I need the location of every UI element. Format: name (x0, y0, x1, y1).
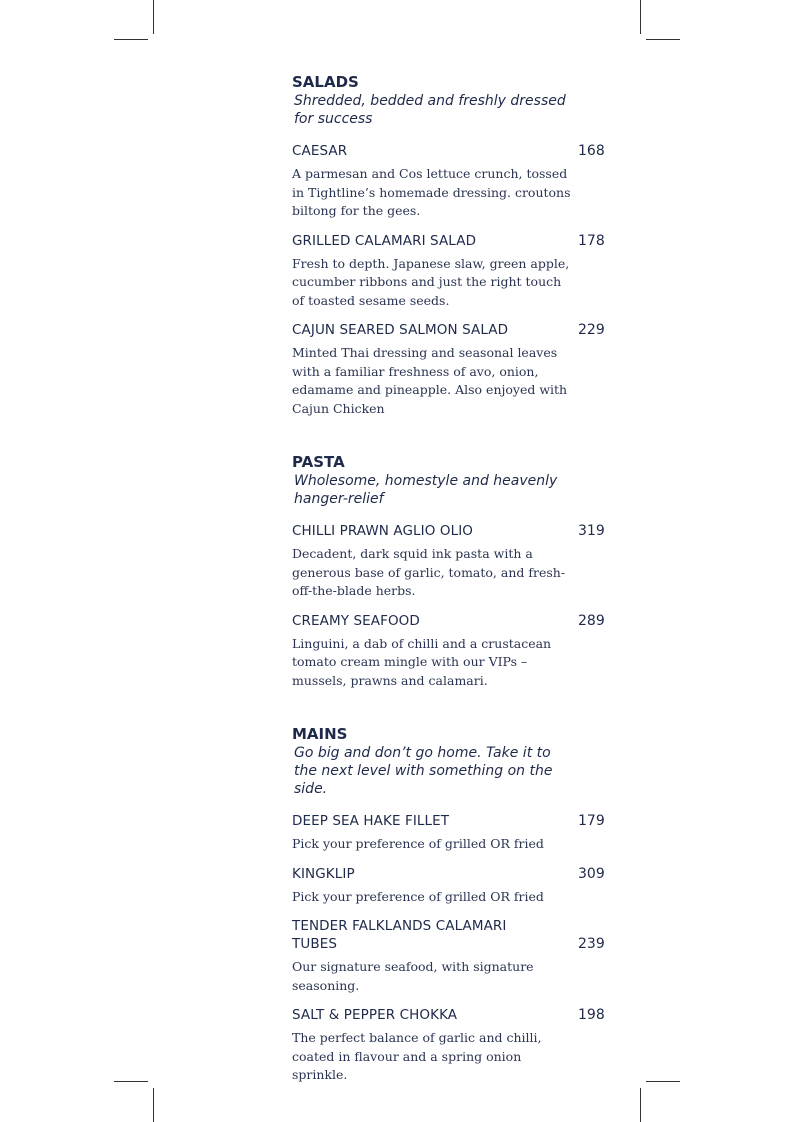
section-title: PASTA (292, 453, 345, 471)
item-description: The perfect balance of garlic and chilli, coated in flavour and a spring onion sprinkle. (292, 1030, 542, 1082)
menu-column (292, 72, 608, 1119)
crop-mark (640, 1088, 641, 1122)
menu-item (292, 232, 608, 311)
section-pasta (292, 452, 608, 690)
crop-mark (646, 1081, 680, 1082)
item-name: CREAMY SEAFOOD (292, 612, 420, 629)
crop-mark (646, 39, 680, 40)
crop-mark (114, 39, 148, 40)
menu-item (292, 812, 608, 854)
crop-mark (153, 1088, 154, 1122)
menu-item (292, 612, 608, 691)
item-price: 319 (578, 523, 605, 539)
section-title: MAINS (292, 725, 348, 743)
menu-item (292, 917, 608, 995)
crop-mark (114, 1081, 148, 1082)
section-tagline: Shredded, bedded and freshly dressed for success (294, 93, 566, 127)
item-description: Minted Thai dressing and seasonal leaves with a familiar freshness of avo, onion, edamame and pineapple. Also enjoyed with Cajun Chicken (292, 345, 568, 416)
section-tagline: Wholesome, homestyle and heavenly hanger-relief (294, 473, 558, 507)
section-tagline: Go big and don’t go home. Take it to the next level with something on the side. (294, 745, 553, 797)
item-description: Fresh to depth. Japanese slaw, green apple, cucumber ribbons and just the right touch of toasted sesame seeds. (292, 255, 570, 308)
item-description: Pick your preference of grilled OR fried (292, 836, 544, 851)
item-name: KINGKLIP (292, 865, 355, 882)
menu-item (292, 522, 608, 601)
item-description: Linguini, a dab of chilli and a crustacean tomato cream mingle with our VIPs – mussels, prawns and calamari. (292, 635, 552, 688)
item-name: TENDER FALKLANDS CALAMARI TUBES (292, 918, 507, 952)
crop-mark (640, 0, 641, 34)
menu-item (292, 321, 608, 418)
item-name: CHILLI PRAWN AGLIO OLIO (292, 523, 474, 539)
item-price: 179 (578, 813, 605, 829)
menu-item (292, 1006, 608, 1085)
item-price: 239 (578, 936, 605, 952)
menu-item (292, 865, 608, 907)
menu-item (292, 142, 608, 221)
item-price: 229 (578, 322, 605, 338)
crop-mark (153, 0, 154, 34)
item-price: 289 (578, 612, 605, 629)
item-name: GRILLED CALAMARI SALAD (292, 232, 477, 249)
item-name: SALT & PEPPER CHOKKA (292, 1007, 458, 1023)
item-price: 309 (578, 865, 605, 882)
item-description: Our signature seafood, with signature seasoning. (292, 959, 534, 993)
section-salads (292, 72, 608, 418)
item-price: 168 (578, 143, 605, 159)
item-name: CAESAR (292, 143, 348, 159)
item-price: 178 (578, 232, 605, 249)
item-description: A parmesan and Cos lettuce crunch, tossed in Tightline’s homemade dressing. croutons biltong for the gees. (292, 166, 571, 218)
item-description: Decadent, dark squid ink pasta with a generous base of garlic, tomato, and fresh-off-the-blade herbs. (292, 546, 566, 598)
item-price: 198 (578, 1007, 605, 1023)
section-mains (292, 724, 608, 1085)
item-description: Pick your preference of grilled OR fried (292, 888, 544, 904)
item-name: CAJUN SEARED SALMON SALAD (292, 322, 509, 338)
item-name: DEEP SEA HAKE FILLET (292, 813, 450, 829)
section-title: SALADS (292, 73, 359, 91)
